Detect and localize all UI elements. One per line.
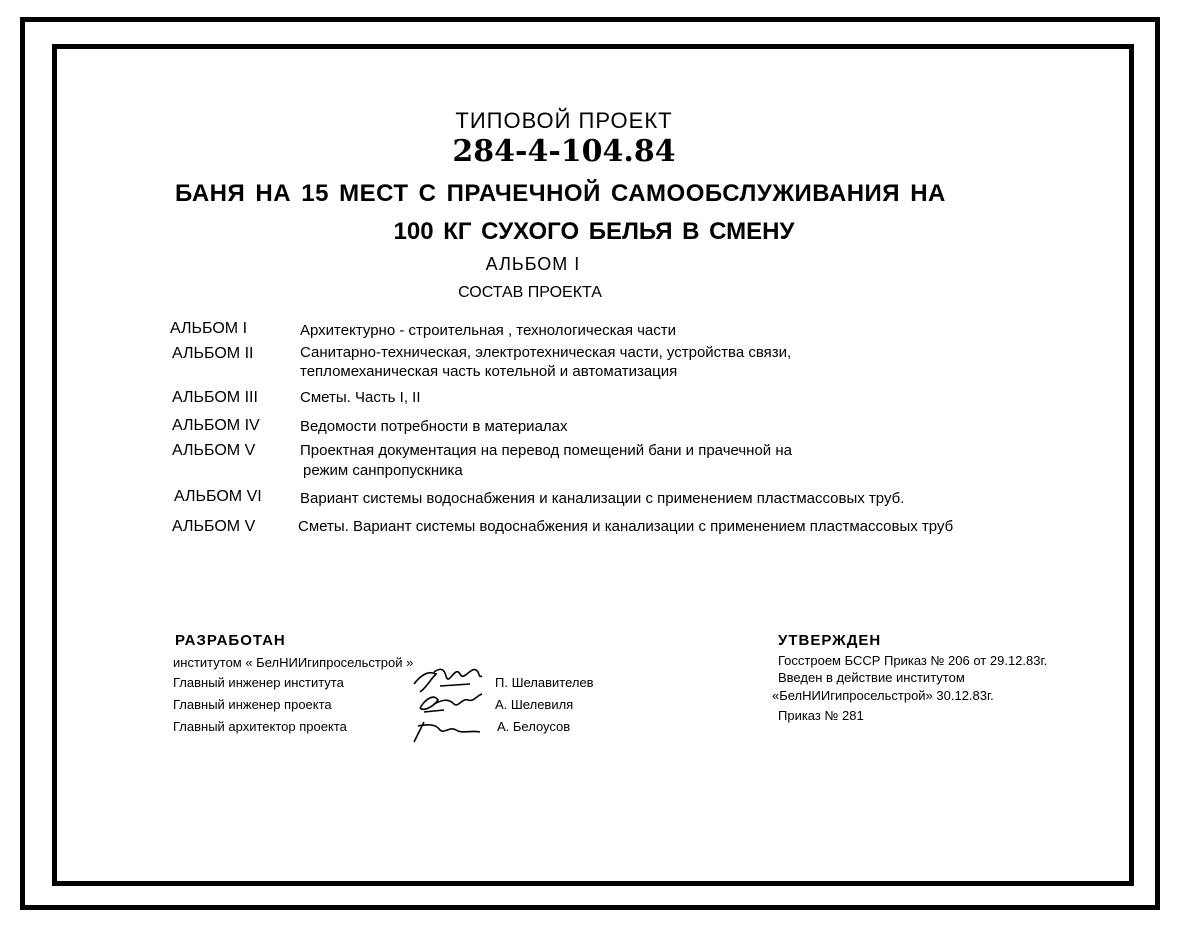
title-line-2: 100 КГ СУХОГО БЕЛЬЯ В СМЕНУ <box>393 218 795 245</box>
role-label: Главный инженер института <box>173 675 344 690</box>
album-desc: Сметы. Часть I, II <box>300 389 421 406</box>
approved-line: Госстроем БССР Приказ № 206 от 29.12.83г. <box>778 653 1048 668</box>
approved-line: Приказ № 281 <box>778 708 864 723</box>
role-label: Главный инженер проекта <box>173 697 332 712</box>
album-desc: Санитарно-техническая, электротехническая части, устройства связи, <box>300 344 792 361</box>
album-name: АЛЬБОМ II <box>172 345 254 362</box>
album-label: АЛЬБОМ I <box>485 254 581 274</box>
album-desc: Сметы. Вариант системы водоснабжения и канализации с применением пластмассовых труб <box>298 518 954 535</box>
title-line-1: БАНЯ НА 15 МЕСТ С ПРАЧЕЧНОЙ САМООБСЛУЖИВАНИЯ НА <box>175 180 946 207</box>
developed-heading: РАЗРАБОТАН <box>175 632 286 649</box>
album-desc: Архитектурно - строительная , технологическая части <box>300 322 677 339</box>
album-desc: Проектная документация на перевод помещений бани и прачечной на <box>300 442 792 459</box>
role-person: А. Шелевиля <box>495 697 574 712</box>
role-person: П. Шелавителев <box>495 675 594 690</box>
album-name: АЛЬБОМ V <box>172 442 256 459</box>
album-desc: Вариант системы водоснабжения и канализации с применением пластмассовых труб. <box>300 490 905 507</box>
project-type: ТИПОВОЙ ПРОЕКТ <box>455 108 673 133</box>
signature-chief-engineer-project-icon <box>414 690 494 716</box>
album-name: АЛЬБОМ V <box>172 518 256 535</box>
album-desc: Ведомости потребности в материалах <box>300 418 568 435</box>
album-name: АЛЬБОМ I <box>170 320 248 337</box>
approved-heading: УТВЕРЖДЕН <box>778 632 882 649</box>
signature-chief-architect-icon <box>410 716 490 746</box>
approved-line: «БелНИИгипросельстрой» 30.12.83г. <box>772 688 994 703</box>
album-name: АЛЬБОМ VI <box>174 488 262 505</box>
project-number: 284-4-104.84 <box>452 134 676 169</box>
approved-line: Введен в действие институтом <box>778 670 965 685</box>
album-desc: режим санпропускника <box>303 462 463 479</box>
album-name: АЛЬБОМ III <box>172 389 258 406</box>
developed-institute: институтом « БелНИИгипросельстрой » <box>173 655 414 670</box>
album-name: АЛЬБОМ IV <box>172 417 260 434</box>
role-person: А. Белоусов <box>497 719 571 734</box>
composition-heading: СОСТАВ ПРОЕКТА <box>458 284 602 301</box>
role-label: Главный архитектор проекта <box>173 719 347 734</box>
inner-frame <box>52 44 1134 886</box>
album-desc: тепломеханическая часть котельной и автоматизация <box>300 363 678 380</box>
